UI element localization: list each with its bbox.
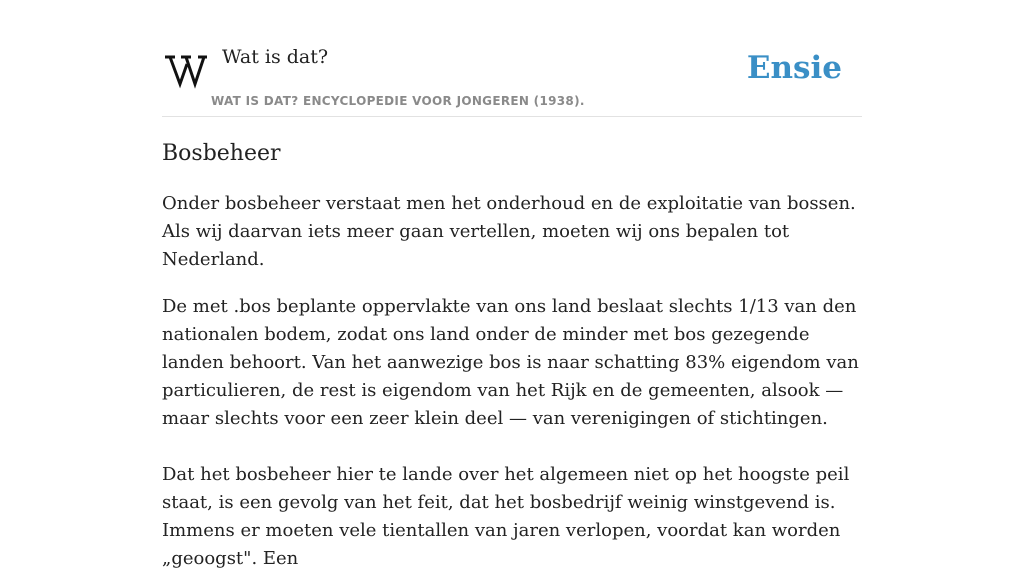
article-paragraph: De met .bos beplante oppervlakte van ons land beslaat slechts 1/13 van den nationalen bodem, zodat ons land onder de minder met bos gezegende landen behoort. Van het aanwezige bos is naar schatting 83% eigendom van particulieren, de rest is eigendom van het Rijk en de gemeenten, alsook — maar slechts voor een zeer klein deel — van verenigingen of stichtingen. [162,296,859,429]
site-title[interactable]: Wat is dat? [222,46,329,68]
header [162,0,862,117]
wikipedia-w-icon[interactable] [164,50,208,90]
article-paragraph: Onder bosbeheer verstaat men het onderhoud en de exploitatie van bossen. Als wij daarvan iets meer gaan vertellen, moeten wij ons bepalen tot Nederland. [162,193,856,270]
article-title: Bosbeheer [162,141,281,166]
page [162,0,862,573]
brand-logo-link[interactable]: Ensie [746,50,842,86]
article-paragraph: Dat het bosbeheer hier te lande over het algemeen niet op het hoogste peil staat, is een gevolg van het feit, dat het bosbedrijf weinig winstgevend is. Immens er moeten vele tientallen van jaren verlopen, voordat kan worden „geoogst". Een [162,464,850,569]
source-subtitle: WAT IS DAT? ENCYCLOPEDIE VOOR JONGEREN (1938). [211,94,585,108]
